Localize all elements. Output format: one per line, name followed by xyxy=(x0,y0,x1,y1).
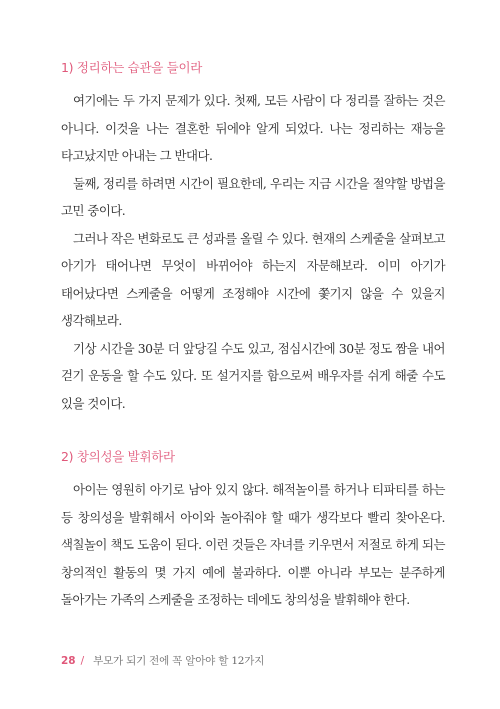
page-footer xyxy=(61,654,264,668)
book-title: 부모가 되기 전에 꼭 알아야 할 12가지 xyxy=(93,655,265,667)
paragraph: 그러나 작은 변화로도 큰 성과를 올릴 수 있다. 현재의 스케줄을 살펴보고 아기가 태어나면 무엇이 바뀌어야 하는지 자문해보라. 이미 아기가 태어났다면 스케줄을 어떻게 조정해야 시간에 쫓기지 않을 수 있을지 생각해보라. xyxy=(61,230,445,328)
paragraph: 기상 시간을 30분 더 앞당길 수도 있고, 점심시간에 30분 정도 짬을 내어 걷기 운동을 할 수도 있다. 또 설거지를 함으로써 배우자를 쉬게 해줄 수도 있을 것이다. xyxy=(61,340,445,411)
page-body xyxy=(61,58,445,614)
section-creativity xyxy=(61,447,445,614)
section-heading: 2) 창의성을 발휘하라 xyxy=(61,449,175,464)
paragraph: 둘째, 정리를 하려면 시간이 필요한데, 우리는 지금 시간을 절약할 방법을 고민 중이다. xyxy=(61,175,445,218)
section-spacer xyxy=(61,417,445,447)
paragraph: 아이는 영원히 아기로 남아 있지 않다. 해적놀이를 하거나 티파티를 하는 등 창의성을 발휘해서 아이와 놀아줘야 할 때가 생각보다 빨리 찾아온다. 색칠놀이 책도 도움이 된다. 이런 것들은 자녀를 키우면서 저절로 하게 되는 창의적인 활동의 몇 가지 예에 불과하다. 이뿐 아니라 부모는 분주하게 돌아가는 가족의 스케줄을 조정하는 데에도 창의성을 발휘해야 한다. xyxy=(61,482,445,607)
paragraph: 여기에는 두 가지 문제가 있다. 첫째, 모든 사람이 다 정리를 잘하는 것은 아니다. 이것을 나는 결혼한 뒤에야 알게 되었다. 나는 정리하는 재능을 타고났지만 아내는 그 반대다. xyxy=(61,93,445,163)
footer-separator: / xyxy=(80,655,85,667)
page-number: 28 xyxy=(61,655,76,667)
section-organize-habit xyxy=(61,58,445,417)
section-heading: 1) 정리하는 습관을 들이라 xyxy=(61,60,203,75)
